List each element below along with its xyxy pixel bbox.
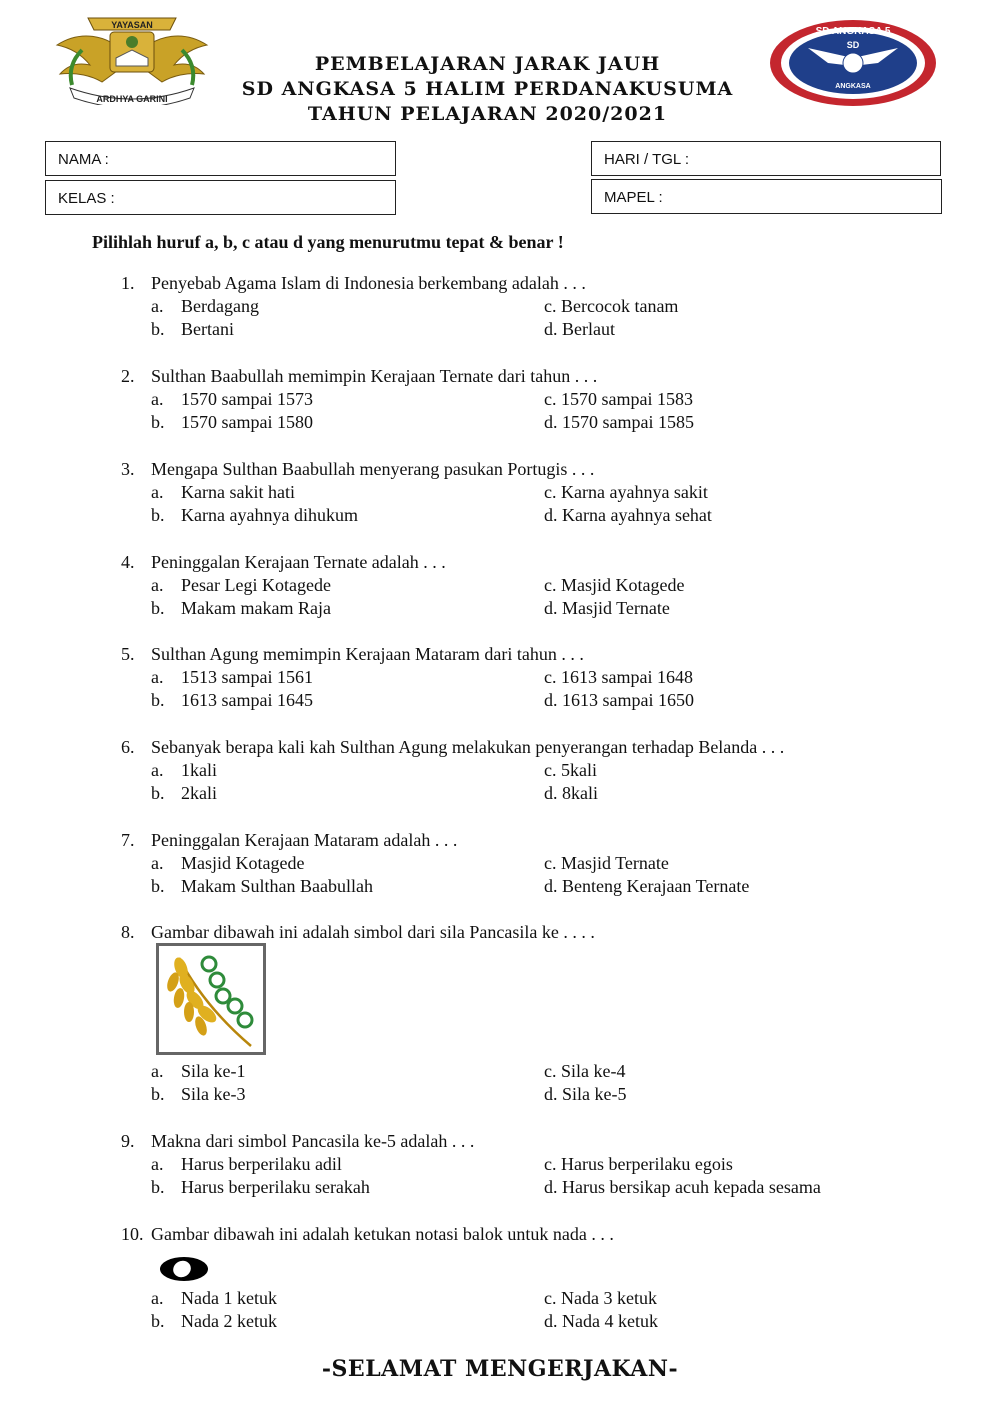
option-label: a. bbox=[151, 296, 164, 316]
question-text: Makna dari simbol Pancasila ke-5 adalah . . . bbox=[151, 1131, 475, 1151]
option-c[interactable]: c. Masjid Kotagede bbox=[544, 575, 685, 595]
header-line-2: SD ANGKASA 5 HALIM PERDANAKUSUMA bbox=[241, 78, 734, 100]
option-c[interactable]: c. Bercocok tanam bbox=[544, 296, 679, 316]
option-d[interactable]: d. 1570 sampai 1585 bbox=[544, 412, 694, 432]
question-text: Sulthan Agung memimpin Kerajaan Mataram dari tahun . . . bbox=[151, 644, 584, 664]
logo-left-bottom-text: ARDHYA GARINI bbox=[96, 94, 168, 104]
question-number: 8. bbox=[121, 922, 135, 942]
logo-right-inner-text: SD bbox=[846, 40, 860, 50]
option-text: Karna ayahnya dihukum bbox=[181, 505, 358, 525]
question-text: Mengapa Sulthan Baabullah menyerang pasukan Portugis . . . bbox=[151, 459, 595, 479]
option-label: a. bbox=[151, 760, 164, 780]
option-label: b. bbox=[151, 598, 165, 618]
option-text: Sila ke-1 bbox=[181, 1061, 246, 1081]
option-b[interactable] bbox=[151, 782, 217, 805]
option-c[interactable]: c. 1570 sampai 1583 bbox=[544, 389, 693, 409]
option-text: 1513 sampai 1561 bbox=[181, 667, 313, 687]
question-1 bbox=[121, 272, 921, 341]
option-a[interactable] bbox=[151, 1153, 342, 1176]
question-text: Gambar dibawah ini adalah simbol dari sila Pancasila ke . . . . bbox=[151, 922, 595, 942]
question-number: 7. bbox=[121, 830, 135, 850]
question-number: 2. bbox=[121, 366, 135, 386]
option-text: 1570 sampai 1580 bbox=[181, 412, 313, 432]
question-4 bbox=[121, 551, 921, 620]
option-text: Sila ke-3 bbox=[181, 1084, 246, 1104]
option-b[interactable] bbox=[151, 597, 331, 620]
yayasan-ardhya-garini-logo bbox=[52, 10, 212, 105]
option-label: a. bbox=[151, 1154, 164, 1174]
option-label: b. bbox=[151, 783, 165, 803]
option-label: a. bbox=[151, 1288, 164, 1308]
option-b[interactable] bbox=[151, 689, 313, 712]
question-10-options bbox=[121, 1287, 921, 1333]
option-d[interactable]: d. Harus bersikap acuh kepada sesama bbox=[544, 1177, 821, 1197]
question-number: 1. bbox=[121, 273, 135, 293]
option-text: Makam makam Raja bbox=[181, 598, 331, 618]
option-a[interactable] bbox=[151, 1287, 277, 1310]
question-text: Sebanyak berapa kali kah Sulthan Agung melakukan penyerangan terhadap Belanda . . . bbox=[151, 737, 785, 757]
option-b[interactable] bbox=[151, 1176, 370, 1199]
option-c[interactable]: c. Masjid Ternate bbox=[544, 853, 669, 873]
option-a[interactable] bbox=[151, 388, 313, 411]
question-6 bbox=[121, 736, 921, 805]
option-c[interactable]: c. Sila ke-4 bbox=[544, 1061, 626, 1081]
option-text: Masjid Kotagede bbox=[181, 853, 305, 873]
option-label: a. bbox=[151, 853, 164, 873]
option-a[interactable] bbox=[151, 759, 217, 782]
option-c[interactable]: c. Nada 3 ketuk bbox=[544, 1288, 657, 1308]
option-a[interactable] bbox=[151, 666, 313, 689]
option-d[interactable]: d. Karna ayahnya sehat bbox=[544, 505, 712, 525]
option-d[interactable]: d. 8kali bbox=[544, 783, 598, 803]
option-label: b. bbox=[151, 690, 165, 710]
option-label: a. bbox=[151, 1061, 164, 1081]
option-text: Nada 2 ketuk bbox=[181, 1311, 277, 1331]
header-line-1: PEMBELAJARAN JARAK JAUH bbox=[314, 53, 661, 75]
kelas-field[interactable]: KELAS : bbox=[45, 180, 396, 215]
option-b[interactable] bbox=[151, 411, 313, 434]
question-8 bbox=[121, 921, 921, 944]
whole-note-icon bbox=[158, 1255, 210, 1283]
option-b[interactable] bbox=[151, 1083, 246, 1106]
question-number: 6. bbox=[121, 737, 135, 757]
option-c[interactable]: c. 5kali bbox=[544, 760, 597, 780]
option-b[interactable] bbox=[151, 318, 234, 341]
option-b[interactable] bbox=[151, 504, 358, 527]
question-5 bbox=[121, 643, 921, 712]
option-d[interactable]: d. Berlaut bbox=[544, 319, 615, 339]
option-text: Harus berperilaku serakah bbox=[181, 1177, 370, 1197]
option-text: Bertani bbox=[181, 319, 234, 339]
question-text: Peninggalan Kerajaan Ternate adalah . . . bbox=[151, 552, 446, 572]
option-b[interactable] bbox=[151, 875, 373, 898]
option-c[interactable]: c. Karna ayahnya sakit bbox=[544, 482, 708, 502]
option-a[interactable] bbox=[151, 1060, 246, 1083]
option-label: b. bbox=[151, 1177, 165, 1197]
rice-cotton-icon bbox=[159, 946, 263, 1052]
option-text: 2kali bbox=[181, 783, 217, 803]
option-d[interactable]: d. Masjid Ternate bbox=[544, 598, 670, 618]
option-label: b. bbox=[151, 412, 165, 432]
option-label: a. bbox=[151, 575, 164, 595]
option-text: Makam Sulthan Baabullah bbox=[181, 876, 373, 896]
question-text: Sulthan Baabullah memimpin Kerajaan Ternate dari tahun . . . bbox=[151, 366, 598, 386]
option-b[interactable] bbox=[151, 1310, 277, 1333]
option-c[interactable]: c. 1613 sampai 1648 bbox=[544, 667, 693, 687]
option-label: b. bbox=[151, 505, 165, 525]
padi-kapas-image bbox=[156, 943, 266, 1055]
option-label: b. bbox=[151, 1311, 165, 1331]
option-a[interactable] bbox=[151, 574, 331, 597]
question-3 bbox=[121, 458, 921, 527]
option-a[interactable] bbox=[151, 852, 304, 875]
logo-right-top-text: SD ANGKASA 5 bbox=[815, 26, 891, 37]
question-text: Penyebab Agama Islam di Indonesia berkembang adalah . . . bbox=[151, 273, 586, 293]
option-label: a. bbox=[151, 389, 164, 409]
option-text: 1kali bbox=[181, 760, 217, 780]
option-label: b. bbox=[151, 1084, 165, 1104]
option-text: Nada 1 ketuk bbox=[181, 1288, 277, 1308]
hari-tgl-field[interactable]: HARI / TGL : bbox=[591, 141, 941, 176]
option-label: a. bbox=[151, 667, 164, 687]
question-number: 4. bbox=[121, 552, 135, 572]
option-d[interactable]: d. Sila ke-5 bbox=[544, 1084, 627, 1104]
school-header bbox=[215, 52, 760, 127]
question-9 bbox=[121, 1130, 921, 1199]
option-label: b. bbox=[151, 876, 165, 896]
question-text: Peninggalan Kerajaan Mataram adalah . . . bbox=[151, 830, 458, 850]
instruction-text: Pilihlah huruf a, b, c atau d yang menurutmu tepat & benar ! bbox=[92, 232, 564, 252]
logo-left-top-text: YAYASAN bbox=[111, 20, 153, 30]
option-text: Karna sakit hati bbox=[181, 482, 295, 502]
logo-right-bottom-text: ANGKASA bbox=[835, 83, 871, 90]
header-line-3: TAHUN PELAJARAN 2020/2021 bbox=[307, 103, 668, 125]
option-d[interactable]: d. 1613 sampai 1650 bbox=[544, 690, 694, 710]
option-a[interactable] bbox=[151, 481, 295, 504]
option-d[interactable]: d. Benteng Kerajaan Ternate bbox=[544, 876, 750, 896]
question-8-options bbox=[121, 1060, 921, 1106]
option-a[interactable] bbox=[151, 295, 259, 318]
question-number: 10. bbox=[121, 1224, 144, 1244]
question-2 bbox=[121, 365, 921, 434]
question-number: 3. bbox=[121, 459, 135, 479]
option-text: Harus berperilaku adil bbox=[181, 1154, 342, 1174]
mapel-field[interactable]: MAPEL : bbox=[591, 179, 942, 214]
option-d[interactable]: d. Nada 4 ketuk bbox=[544, 1311, 658, 1331]
option-text: Berdagang bbox=[181, 296, 259, 316]
option-text: Pesar Legi Kotagede bbox=[181, 575, 331, 595]
sd-angkasa-logo bbox=[768, 18, 938, 108]
question-7 bbox=[121, 829, 921, 898]
question-10 bbox=[121, 1223, 921, 1246]
question-text: Gambar dibawah ini adalah ketukan notasi balok untuk nada . . . bbox=[151, 1224, 614, 1244]
option-text: 1613 sampai 1645 bbox=[181, 690, 313, 710]
question-number: 5. bbox=[121, 644, 135, 664]
option-c[interactable]: c. Harus berperilaku egois bbox=[544, 1154, 733, 1174]
question-number: 9. bbox=[121, 1131, 135, 1151]
option-label: b. bbox=[151, 319, 165, 339]
option-text: 1570 sampai 1573 bbox=[181, 389, 313, 409]
nama-field[interactable]: NAMA : bbox=[45, 141, 396, 176]
closing-message: -SELAMAT MENGERJAKAN- bbox=[321, 1356, 679, 1382]
option-label: a. bbox=[151, 482, 164, 502]
